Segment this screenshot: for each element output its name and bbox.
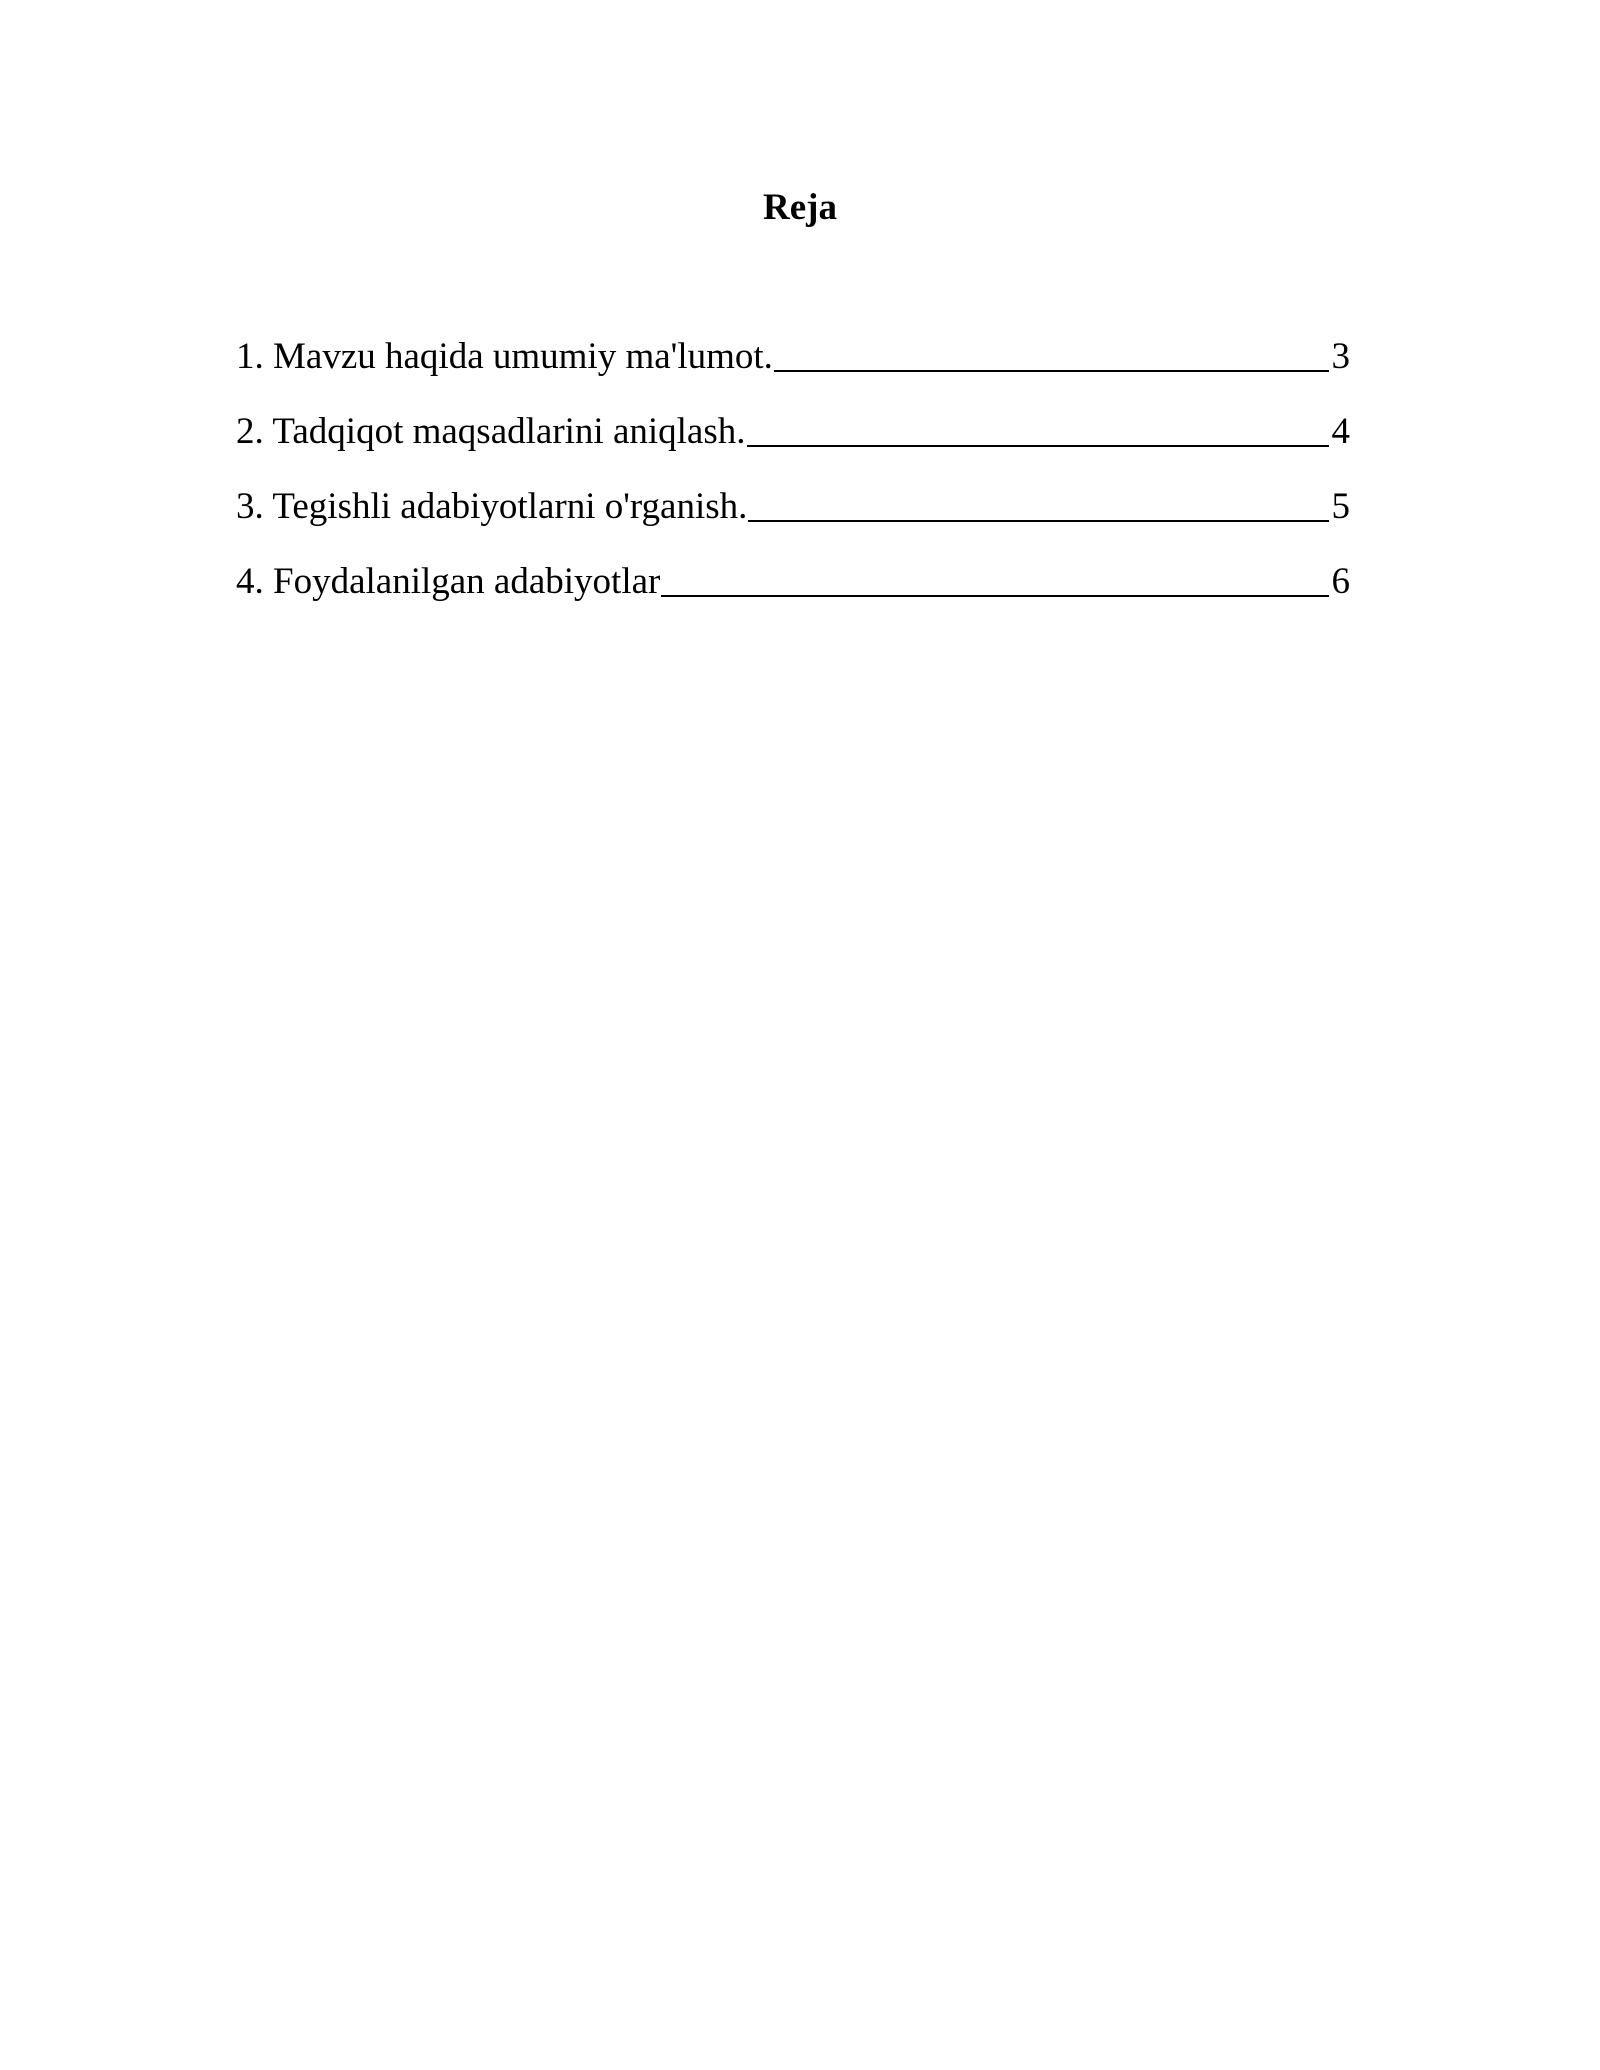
toc-item-label [236,335,773,379]
page-title: Reja [763,187,837,228]
toc-item-number: 1. [236,336,264,377]
toc-leader-line [748,520,1329,522]
toc-leader-line [747,445,1329,447]
toc-item [236,560,1350,635]
toc-leader-line [661,595,1329,597]
toc-item-label [236,485,747,529]
toc-item-number: 3. [236,486,264,527]
toc-item-text: Tegishli adabiyotlarni o'rganish. [272,486,748,527]
toc-item-page: 5 [1331,486,1350,527]
toc-item-number: 4. [236,561,264,602]
toc-item [236,410,1350,485]
toc-item-number: 2. [236,411,264,452]
toc-item [236,485,1350,560]
table-of-contents [236,335,1350,635]
toc-item-text: Tadqiqot maqsadlarini aniqlash. [272,411,746,452]
toc-item-text: Mavzu haqida umumiy ma'lumot. [273,336,773,377]
toc-item-label [236,410,746,454]
toc-item-page: 4 [1331,411,1350,452]
toc-item-page: 6 [1331,561,1350,602]
toc-item-label [236,560,660,604]
toc-item [236,335,1350,410]
toc-item-text: Foydalanilgan adabiyotlar [273,561,661,602]
toc-leader-line [774,370,1329,372]
toc-item-page: 3 [1331,336,1350,377]
